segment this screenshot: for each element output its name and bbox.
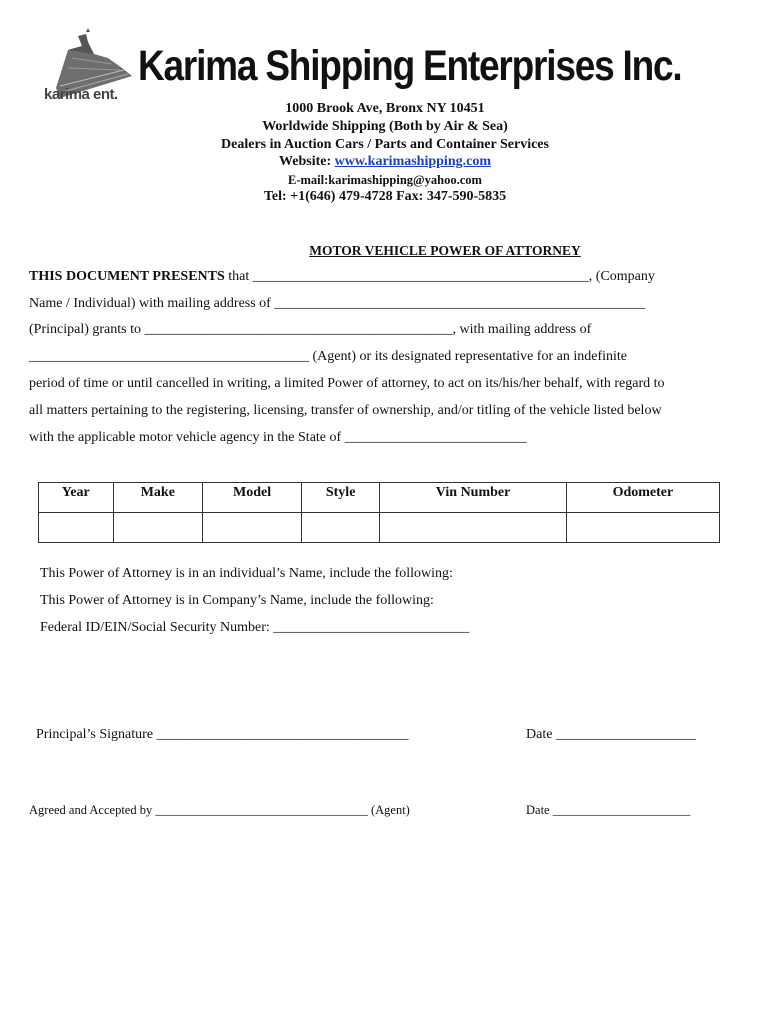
- body-line-3: (Principal) grants to ____________________________________________, with mailing address of: [29, 322, 592, 337]
- header-vin-number: Vin Number: [380, 483, 567, 513]
- table-row: [39, 513, 720, 543]
- website-link[interactable]: www.karimashipping.com: [334, 154, 491, 169]
- body-line-4: ________________________________________ (Agent) or its designated representative for an indefinite: [29, 349, 627, 364]
- company-blank: that ________________________________________________, (Company: [224, 269, 655, 284]
- style-cell[interactable]: [301, 513, 379, 543]
- email-line: E-mail:karimashipping@yahoo.com: [288, 173, 482, 187]
- principal-signature-line: Principal’s Signature ____________________________________: [36, 727, 409, 742]
- header-make: Make: [113, 483, 203, 513]
- odometer-cell[interactable]: [566, 513, 719, 543]
- logo-text: karima ent.: [44, 86, 118, 103]
- document-title: MOTOR VEHICLE POWER OF ATTORNEY: [309, 243, 581, 258]
- document-presents-label: THIS DOCUMENT PRESENTS: [29, 269, 225, 284]
- principal-date-line: Date ____________________: [526, 727, 696, 742]
- header-year: Year: [39, 483, 114, 513]
- body-line-6: all matters pertaining to the registering, licensing, transfer of ownership, and/or titling of the vehicle listed below: [29, 403, 662, 418]
- agent-date-line: Date ______________________: [526, 803, 691, 817]
- website-line: [0, 154, 770, 170]
- body-line-2: Name / Individual) with mailing address of _____________________________________________________: [29, 296, 646, 311]
- table-header-row: [39, 483, 720, 513]
- make-cell[interactable]: [113, 513, 203, 543]
- model-cell[interactable]: [203, 513, 302, 543]
- vin-number-cell[interactable]: [380, 513, 567, 543]
- address-line: 1000 Brook Ave, Bronx NY 10451: [285, 101, 485, 116]
- individual-note: This Power of Attorney is in an individual’s Name, include the following:: [40, 566, 453, 581]
- header-odometer: Odometer: [566, 483, 719, 513]
- body-line-7: with the applicable motor vehicle agency in the State of __________________________: [29, 430, 527, 445]
- services-line: Worldwide Shipping (Both by Air & Sea): [262, 119, 508, 134]
- body-line-5: period of time or until cancelled in writing, a limited Power of attorney, to act on its/his/her behalf, with regard to: [29, 376, 665, 391]
- company-note: This Power of Attorney is in Company’s Name, include the following:: [40, 593, 434, 608]
- website-label: Website:: [279, 154, 335, 169]
- agent-acceptance-line: Agreed and Accepted by __________________________________ (Agent): [29, 803, 410, 817]
- phone-fax-line: Tel: +1(646) 479-4728 Fax: 347-590-5835: [263, 189, 507, 204]
- dealers-line: Dealers in Auction Cars / Parts and Container Services: [221, 137, 549, 152]
- vehicle-table: [38, 482, 720, 543]
- header-model: Model: [203, 483, 302, 513]
- year-cell[interactable]: [39, 513, 114, 543]
- header-style: Style: [301, 483, 379, 513]
- company-name: Karima Shipping Enterprises Inc.: [138, 42, 682, 90]
- body-line-1: [29, 269, 655, 285]
- federal-id-line: Federal ID/EIN/Social Security Number: ____________________________: [40, 620, 470, 635]
